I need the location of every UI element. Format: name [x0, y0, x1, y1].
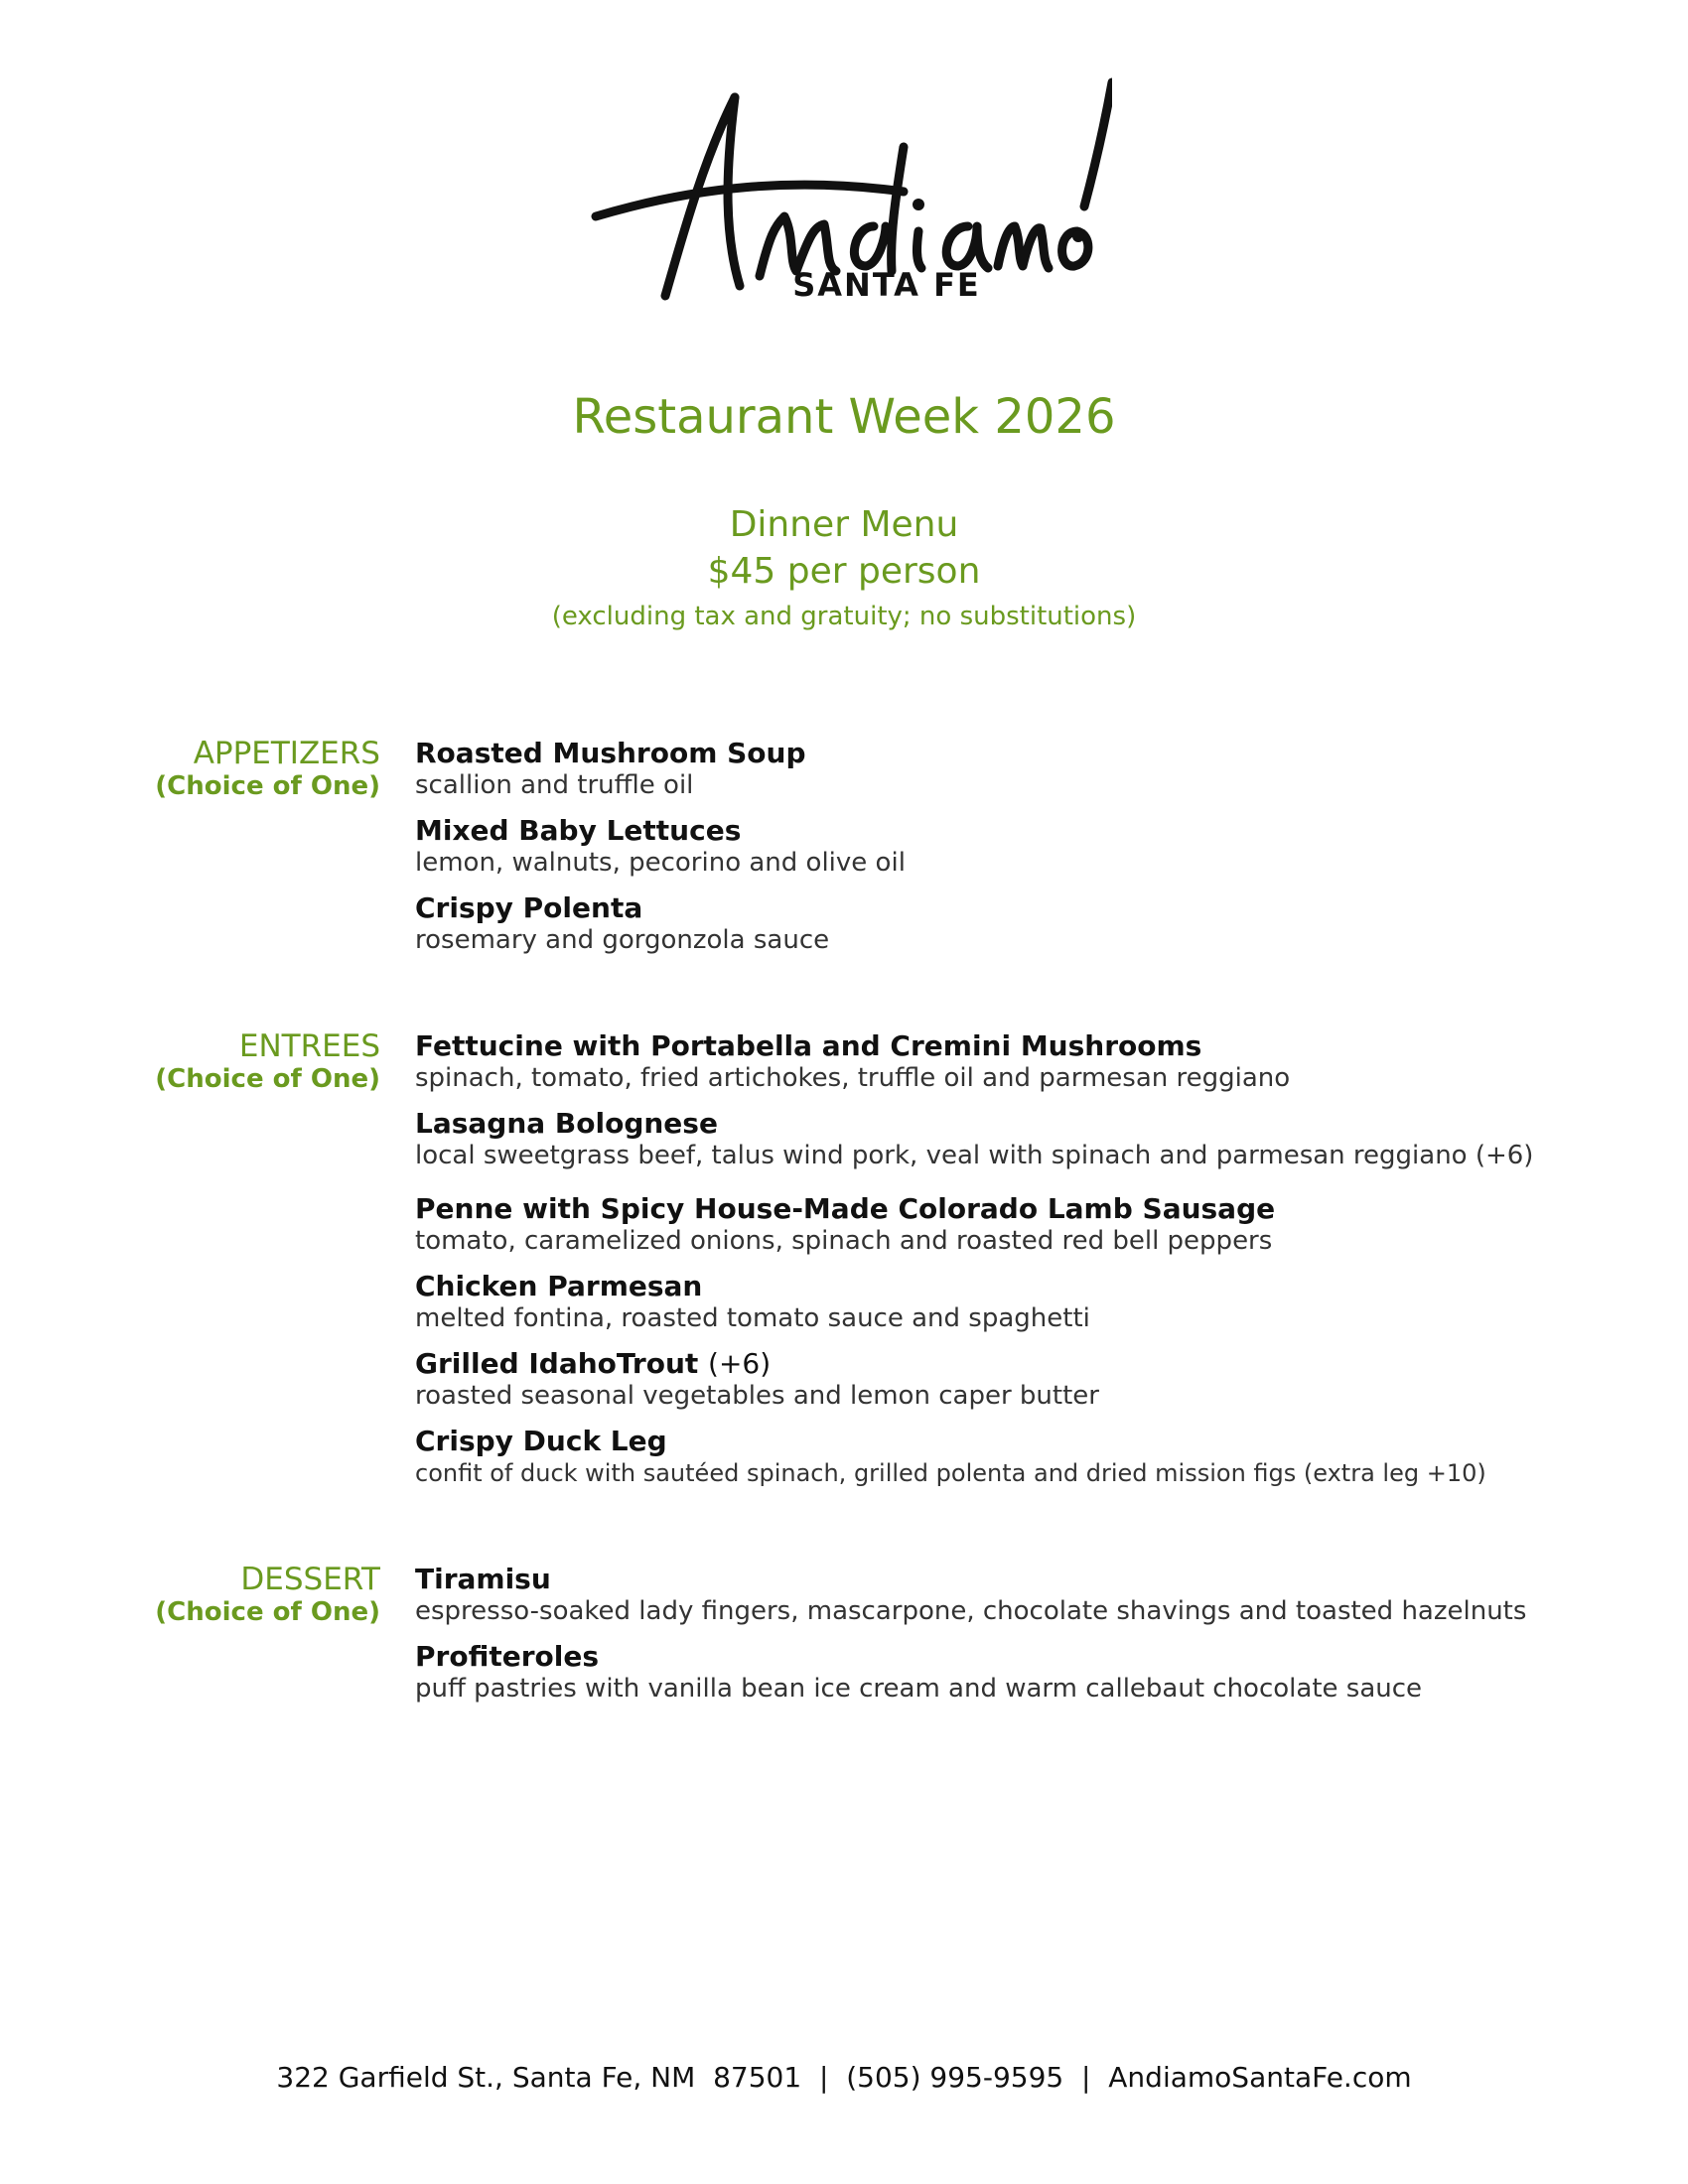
menu-item	[415, 814, 906, 878]
item-desc: puff pastries with vanilla bean ice cream and warm callebaut chocolate sauce	[415, 1674, 1423, 1704]
item-desc: spinach, tomato, fried artichokes, truffle oil and parmesan reggiano	[415, 1063, 1291, 1093]
item-name: Fettucine with Portabella and Cremini Mushrooms	[415, 1029, 1202, 1062]
item-name: Penne with Spicy House-Made Colorado Lamb Sausage	[415, 1192, 1276, 1225]
menu-item	[415, 1107, 1533, 1170]
footer-contact	[0, 2061, 1688, 2094]
page-title: Restaurant Week 2026	[572, 389, 1116, 445]
section-choice: (Choice of One)	[155, 771, 380, 801]
footer-phone: (505) 995-9595	[846, 2061, 1064, 2094]
menu-item	[415, 737, 806, 800]
menu-item	[415, 1563, 1526, 1626]
item-desc: lemon, walnuts, pecorino and olive oil	[415, 848, 906, 878]
section-label	[155, 737, 380, 802]
item-desc: melted fontina, roasted tomato sauce and spaghetti	[415, 1303, 1090, 1333]
item-name: Chicken Parmesan	[415, 1270, 703, 1302]
item-name: Mixed Baby Lettuces	[415, 814, 742, 847]
item-desc: roasted seasonal vegetables and lemon caper butter	[415, 1381, 1099, 1411]
section-label	[155, 1563, 380, 1628]
section-label	[155, 1029, 380, 1095]
item-desc: tomato, caramelized onions, spinach and roasted red bell peppers	[415, 1226, 1273, 1256]
footer-separator: |	[818, 2061, 829, 2094]
menu-price: $45 per person	[707, 551, 981, 592]
menu-item	[415, 1270, 1090, 1333]
menu-type: Dinner Menu	[729, 504, 959, 545]
menu-note: (excluding tax and gratuity; no substitutions)	[551, 602, 1137, 631]
item-name-text: Grilled IdahoTrout	[415, 1347, 699, 1380]
section-name: DESSERT	[240, 1562, 380, 1597]
item-name: Roasted Mushroom Soup	[415, 737, 806, 769]
section-name: ENTREES	[238, 1028, 380, 1064]
footer-separator: |	[1081, 2061, 1091, 2094]
footer-address: 322 Garfield St., Santa Fe, NM 87501	[276, 2061, 802, 2094]
item-desc: local sweetgrass beef, talus wind pork, veal with spinach and parmesan reggiano (+6)	[415, 1141, 1534, 1170]
item-desc: rosemary and gorgonzola sauce	[415, 925, 830, 955]
item-name	[415, 1347, 1099, 1381]
item-name: Profiteroles	[415, 1640, 599, 1673]
menu-item	[415, 891, 829, 955]
logo-location: SANTA FE	[792, 266, 981, 304]
item-name: Lasagna Bolognese	[415, 1107, 718, 1140]
item-desc: scallion and truffle oil	[415, 770, 694, 800]
menu-item	[415, 1425, 1486, 1488]
section-choice: (Choice of One)	[155, 1597, 380, 1627]
section-choice: (Choice of One)	[155, 1064, 380, 1094]
menu-item	[415, 1347, 1099, 1411]
menu-item	[415, 1192, 1275, 1256]
item-upcharge: (+6)	[708, 1347, 772, 1380]
item-name: Tiramisu	[415, 1563, 551, 1595]
footer-website[interactable]: AndiamoSantaFe.com	[1108, 2061, 1412, 2094]
item-name: Crispy Polenta	[415, 891, 643, 924]
menu-item	[415, 1640, 1422, 1704]
item-name: Crispy Duck Leg	[415, 1425, 667, 1457]
item-desc: confit of duck with sautéed spinach, grilled polenta and dried mission figs (extra leg +10)	[415, 1459, 1486, 1487]
menu-item	[415, 1029, 1290, 1093]
item-desc: espresso-soaked lady fingers, mascarpone, chocolate shavings and toasted hazelnuts	[415, 1596, 1527, 1626]
section-name: APPETIZERS	[193, 736, 380, 771]
